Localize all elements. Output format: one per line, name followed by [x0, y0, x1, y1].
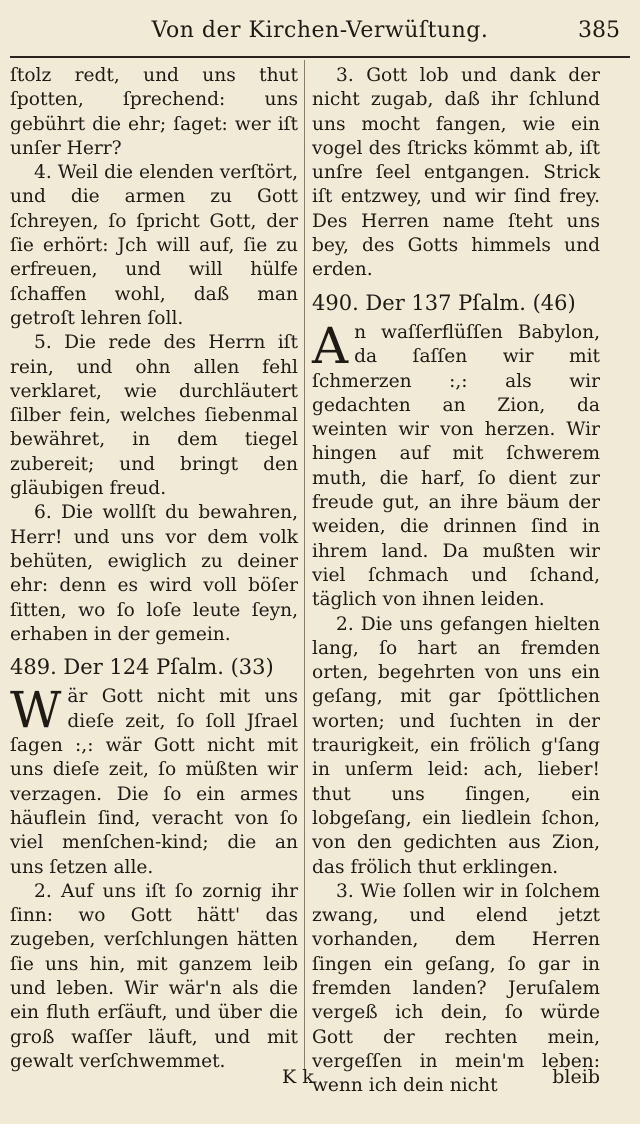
verse-5: 5. Die rede des Herrn iſt rein, und ohn allen fehl verklaret, wie durchläutert ſilber fein, welches ſiebenmal bewähret, in dem tiegel zubereit; und bringt den gläubigen freud.: [10, 332, 298, 500]
header-rule: [10, 56, 630, 58]
catchword: bleib: [552, 1066, 600, 1088]
hymn-489-verse-3: 3. Gott lob und dank der nicht zugab, daß ihr ſchlund uns mocht fangen, wie ein vogel des ſtricks kömmt ab, iſt unſre ſeel entgangen. Strick iſt entzwey, und wir ſind frey. Des Herren name ſteht uns bey, des Gotts himmels und erden.: [312, 65, 600, 281]
hymn-490-verse-2: 2. Die uns gefangen hielten lang, ſo hart an fremden orten, begehrten von uns ein geſang, mit gar ſpöttlichen worten; und ſuchten in der traurigkeit, ein frölich g'ſang in unſerm leid: ach, lieber! thut uns ſingen, ein lobgeſang, ein liedlein ſchon, von den gedichten aus Zion, das frölich thut erklingen.: [312, 613, 600, 878]
page-title: Von der Kirchen-Verwüſtung.: [151, 18, 489, 43]
right-column: [312, 64, 600, 1098]
page-number: 385: [578, 18, 620, 43]
drop-capital: A: [312, 316, 349, 375]
hymn-489-verse-1: [10, 681, 298, 879]
signature-mark: K k: [282, 1066, 314, 1088]
hymn-490-verse-3: 3. Wie ſollen wir in ſolchem zwang, und elend jetzt vorhanden, dem Herren ſingen ein geſang, ſo gar in fremden landen? Jeruſalem vergeß ich dein, ſo würde Gott der rechten mein, vergeſſen in mein'm leben: wenn ich dein nicht: [312, 880, 600, 1097]
verse-continuation: ſtolz redt, und uns thut ſpotten, ſprechend: uns gebührt die ehr; ſaget: wer iſt unſer Herr?: [10, 65, 298, 159]
verse-text: är Gott nicht mit uns dieſe zeit, ſo ſoll Jſrael ſagen :,: wär Gott nicht mit uns dieſe zeit, ſo müßten wir verzagen. Die ſo ein armes häuflein ſind, veracht von ſo viel menſchen-kind; die an uns ſetzen alle.: [10, 686, 298, 878]
hymn-489-verse-2: 2. Auf uns iſt ſo zornig ihr ſinn: wo Gott hätt' das zugeben, verſchlungen hätten ſie uns hin, mit ganzem leib und leben. Wir wär'n als die ein fluth erſäuft, und über die groß waſſer läuft, und mit gewalt verſchwemmet.: [10, 880, 298, 1072]
hymn-490-verse-1: [312, 316, 600, 613]
verse-text: n waſſerflüſſen Babylon, da ſaſſen wir mit ſchmerzen :,: als wir gedachten an Zion, da weinten wir von herzen. Wir hingen auf mit ſchwerem muth, die harf, ſo dient zur freude gut, an ihre bäum der weiden, die drinnen ſind in ihrem land. Da mußten wir viel ſchmach und ſchand, täglich von ihnen leiden.: [312, 321, 600, 611]
running-header: [10, 12, 630, 52]
hymn-heading-489: 489. Der 124 Pſalm. (33): [10, 655, 274, 680]
verse-4: 4. Weil die elenden verſtört, und die armen zu Gott ſchreyen, ſo ſpricht Gott, der ſie erhört: Jch will auf, ſie zu erfreuen, und will hülfe ſchaffen wohl, daß man getroſt lehren ſoll.: [10, 162, 298, 329]
verse-6: 6. Die wollſt du bewahren, Herr! und uns vor dem volk behüten, ewiglich zu deiner ehr: denn es wird voll böſer ſitten, wo ſo loſe leute ſeyn, erhaben in der gemein.: [10, 502, 298, 645]
column-divider: [304, 60, 305, 1070]
hymn-heading-490: 490. Der 137 Pſalm. (46): [312, 290, 576, 315]
page-footer: [0, 1066, 640, 1096]
drop-capital: W: [10, 681, 62, 740]
left-column: [10, 64, 298, 1074]
